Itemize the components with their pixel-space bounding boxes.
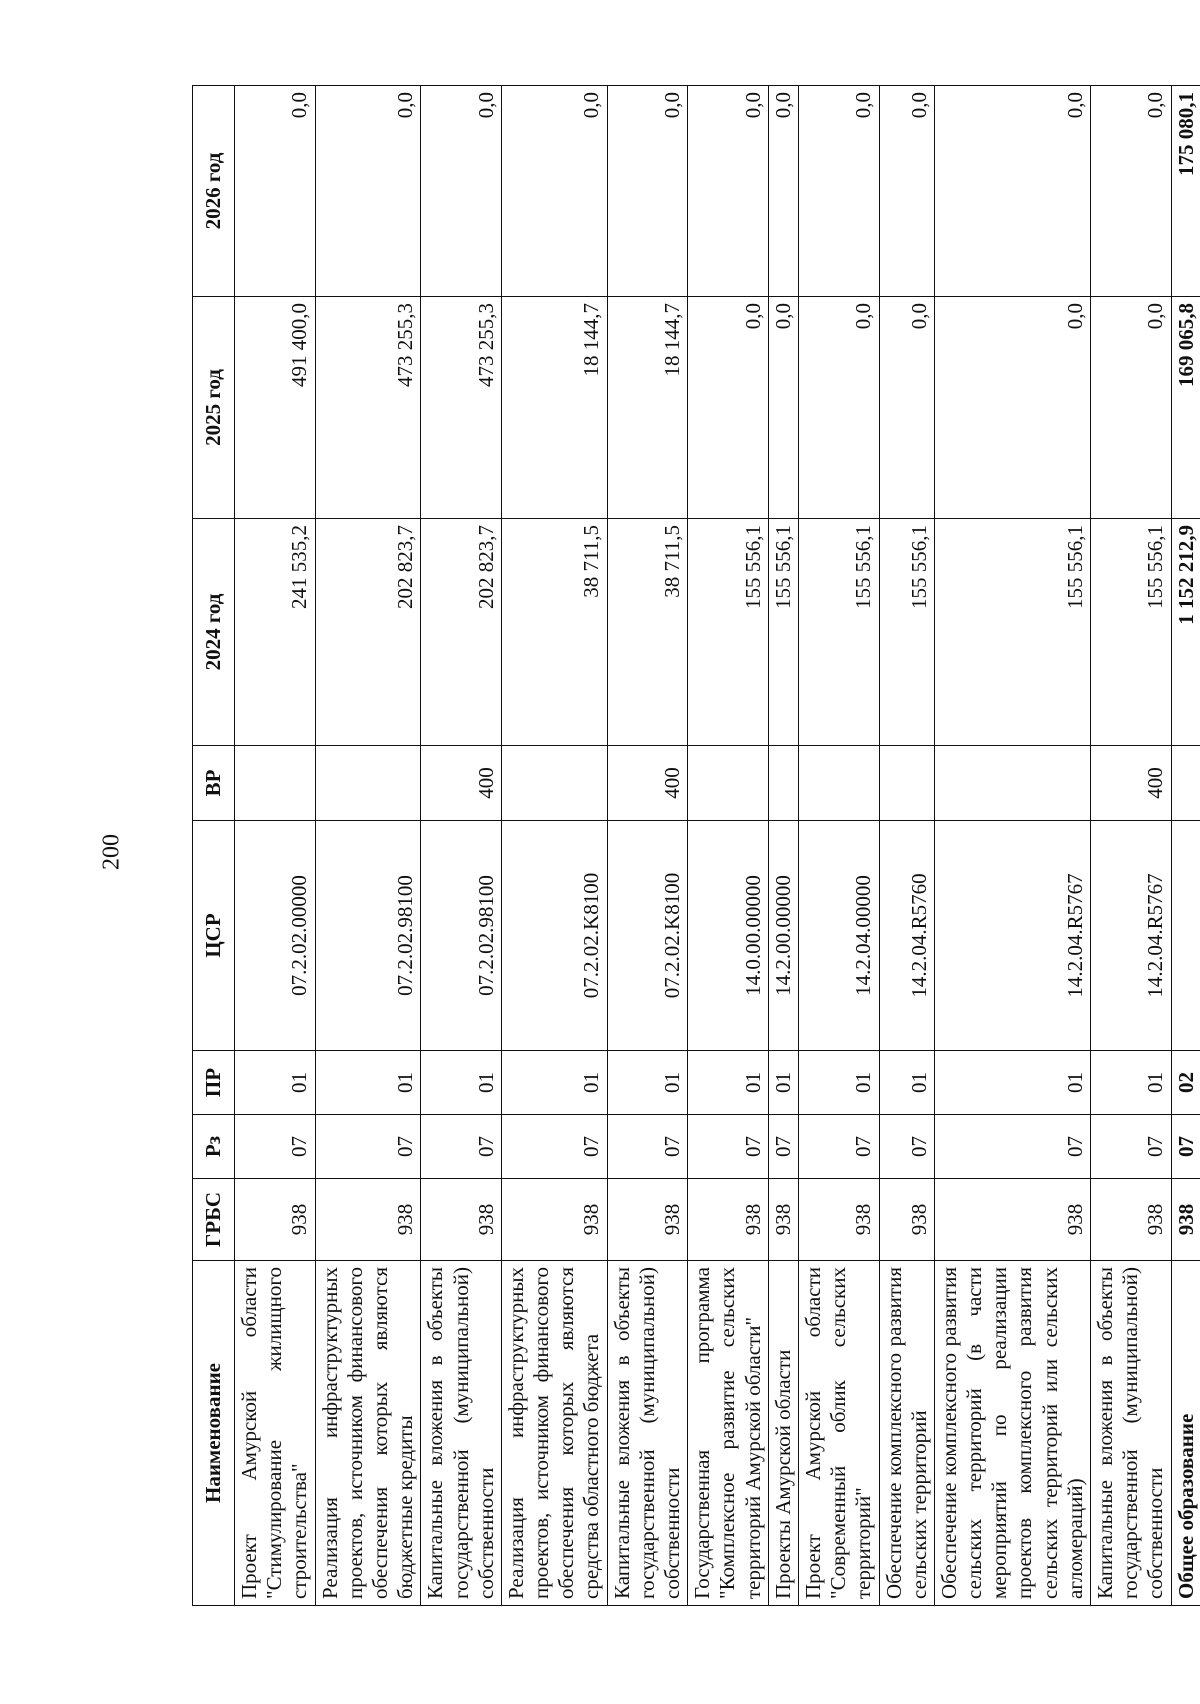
cell-grbs: 938 [607,1179,688,1261]
cell-2026: 0,0 [501,86,607,297]
col-header-grbs: ГРБС [193,1179,235,1261]
total-2026: 175 080,1 [1171,86,1200,297]
cell-2025: 18 144,7 [607,297,688,519]
cell-2026: 0,0 [235,86,316,297]
cell-grbs: 938 [315,1179,421,1261]
cell-2025: 0,0 [768,297,798,519]
cell-2026: 0,0 [1091,86,1172,297]
cell-2024: 155 556,1 [879,519,934,746]
cell-2025: 0,0 [798,297,879,519]
table-row [501,86,607,1606]
cell-vr [934,746,1090,821]
cell-grbs: 938 [934,1179,1090,1261]
table-row [768,86,798,1606]
cell-2025: 473 255,3 [315,297,421,519]
cell-2025: 0,0 [934,297,1090,519]
cell-vr [235,746,316,821]
total-csr [1171,821,1200,1051]
cell-vr [879,746,934,821]
page-number: 200 [98,834,125,870]
cell-grbs: 938 [879,1179,934,1261]
total-grbs: 938 [1171,1179,1200,1261]
table-row [798,86,879,1606]
cell-2024: 38 711,5 [607,519,688,746]
cell-rz: 07 [607,1115,688,1179]
col-header-2024: 2024 год [193,519,235,746]
cell-2026: 0,0 [768,86,798,297]
rotated-table-container [192,86,1198,1606]
table-row [421,86,502,1606]
cell-name: Обеспечение комплексного развития сельских территорий (в части мероприятий по реализации проектов комплексного развития сельских территорий или сельских агломераций) [934,1261,1090,1606]
cell-pr: 01 [315,1051,421,1115]
cell-2026: 0,0 [315,86,421,297]
cell-vr: 400 [421,746,502,821]
cell-rz: 07 [934,1115,1090,1179]
cell-vr [688,746,769,821]
cell-csr: 14.0.00.00000 [688,821,769,1051]
cell-csr: 07.2.02.00000 [235,821,316,1051]
cell-grbs: 938 [768,1179,798,1261]
table-row [1091,86,1172,1606]
total-name: Общее образование [1171,1261,1200,1606]
cell-csr: 07.2.02.K8100 [501,821,607,1051]
cell-2025: 0,0 [879,297,934,519]
cell-2026: 0,0 [879,86,934,297]
cell-pr: 01 [501,1051,607,1115]
cell-rz: 07 [688,1115,769,1179]
cell-name: Реализация инфраструктурных проектов, источником финансового обеспечения которых являются бюджетные кредиты [315,1261,421,1606]
cell-name: Капитальные вложения в объекты государственной (муниципальной) собственности [421,1261,502,1606]
col-header-csr: ЦСР [193,821,235,1051]
cell-name: Капитальные вложения в объекты государственной (муниципальной) собственности [607,1261,688,1606]
cell-2024: 155 556,1 [1091,519,1172,746]
cell-name: Реализация инфраструктурных проектов, источником финансового обеспечения которых являются средства областного бюджета [501,1261,607,1606]
table-row [934,86,1090,1606]
cell-rz: 07 [1091,1115,1172,1179]
cell-2025: 491 400,0 [235,297,316,519]
cell-name: Капитальные вложения в объекты государственной (муниципальной) собственности [1091,1261,1172,1606]
col-header-pr: ПР [193,1051,235,1115]
cell-pr: 01 [421,1051,502,1115]
cell-name: Государственная программа "Комплексное развитие сельских территорий Амурской области" [688,1261,769,1606]
cell-pr: 01 [1091,1051,1172,1115]
cell-rz: 07 [798,1115,879,1179]
cell-grbs: 938 [1091,1179,1172,1261]
total-rz: 07 [1171,1115,1200,1179]
cell-vr [315,746,421,821]
cell-rz: 07 [501,1115,607,1179]
col-header-2025: 2025 год [193,297,235,519]
cell-grbs: 938 [235,1179,316,1261]
cell-grbs: 938 [501,1179,607,1261]
cell-2024: 241 535,2 [235,519,316,746]
cell-pr: 01 [934,1051,1090,1115]
table-row [607,86,688,1606]
total-row [1171,86,1200,1606]
cell-2026: 0,0 [421,86,502,297]
cell-grbs: 938 [798,1179,879,1261]
total-2024: 1 152 212,9 [1171,519,1200,746]
cell-2026: 0,0 [607,86,688,297]
cell-vr [768,746,798,821]
cell-2025: 18 144,7 [501,297,607,519]
cell-2024: 202 823,7 [421,519,502,746]
table-row [315,86,421,1606]
cell-pr: 01 [879,1051,934,1115]
cell-pr: 01 [688,1051,769,1115]
cell-pr: 01 [798,1051,879,1115]
cell-csr: 07.2.02.K8100 [607,821,688,1051]
cell-2026: 0,0 [688,86,769,297]
budget-table [192,85,1200,1606]
cell-pr: 01 [235,1051,316,1115]
cell-csr: 07.2.02.98100 [315,821,421,1051]
total-2025: 169 065,8 [1171,297,1200,519]
cell-name: Проекты Амурской области [768,1261,798,1606]
col-header-2026: 2026 год [193,86,235,297]
cell-pr: 01 [607,1051,688,1115]
cell-csr: 14.2.04.R5760 [879,821,934,1051]
cell-name: Проект Амурской области "Стимулирование жилищного строительства" [235,1261,316,1606]
cell-rz: 07 [768,1115,798,1179]
cell-grbs: 938 [421,1179,502,1261]
cell-rz: 07 [879,1115,934,1179]
cell-2025: 0,0 [1091,297,1172,519]
cell-name: Проект Амурской области "Современный облик сельских территорий" [798,1261,879,1606]
cell-2025: 0,0 [688,297,769,519]
cell-vr [501,746,607,821]
table-row [235,86,316,1606]
cell-csr: 14.2.04.R5767 [934,821,1090,1051]
table-header-row [193,86,235,1606]
cell-csr: 14.2.04.R5767 [1091,821,1172,1051]
cell-rz: 07 [315,1115,421,1179]
cell-rz: 07 [235,1115,316,1179]
cell-2024: 155 556,1 [798,519,879,746]
cell-pr: 01 [768,1051,798,1115]
cell-csr: 14.2.04.00000 [798,821,879,1051]
cell-2026: 0,0 [934,86,1090,297]
cell-2025: 473 255,3 [421,297,502,519]
cell-2024: 38 711,5 [501,519,607,746]
cell-2026: 0,0 [798,86,879,297]
cell-csr: 07.2.02.98100 [421,821,502,1051]
col-header-vr: ВР [193,746,235,821]
cell-vr: 400 [607,746,688,821]
cell-csr: 14.2.00.00000 [768,821,798,1051]
table-row [688,86,769,1606]
cell-grbs: 938 [688,1179,769,1261]
cell-2024: 155 556,1 [768,519,798,746]
cell-vr [798,746,879,821]
total-pr: 02 [1171,1051,1200,1115]
cell-name: Обеспечение комплексного развития сельских территорий [879,1261,934,1606]
cell-vr: 400 [1091,746,1172,821]
table-row [879,86,934,1606]
cell-rz: 07 [421,1115,502,1179]
cell-2024: 202 823,7 [315,519,421,746]
total-vr [1171,746,1200,821]
col-header-name: Наименование [193,1261,235,1606]
col-header-rz: Рз [193,1115,235,1179]
cell-2024: 155 556,1 [934,519,1090,746]
cell-2024: 155 556,1 [688,519,769,746]
